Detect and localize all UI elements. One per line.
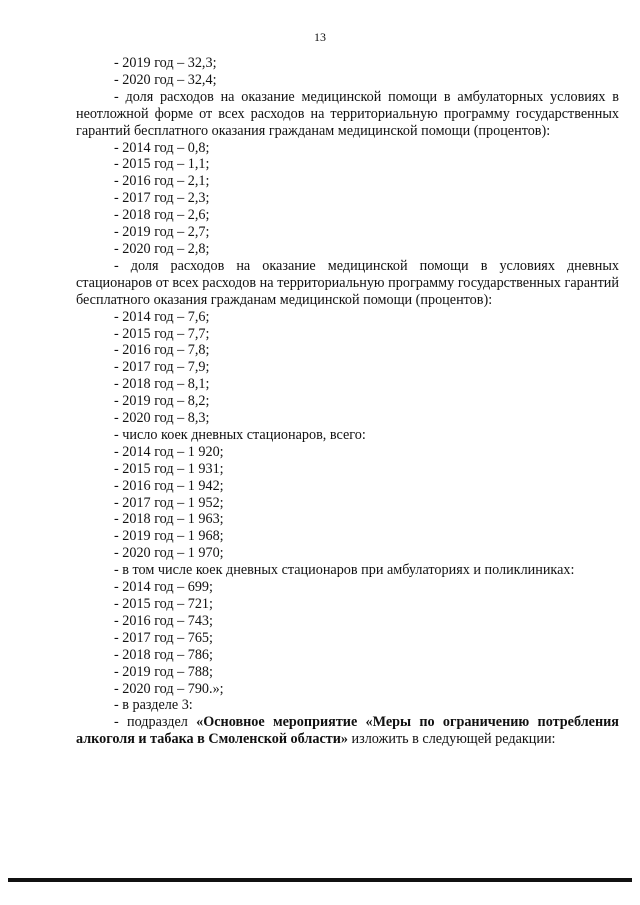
list-item: - 2015 год – 1,1; xyxy=(114,156,210,173)
list-item: - 2014 год – 0,8; xyxy=(114,139,210,156)
list-item: - число коек дневных стационаров, всего: xyxy=(114,426,366,443)
page-number: 13 xyxy=(314,30,326,44)
paragraph-subsection-edit xyxy=(76,714,619,748)
list-item: - 2015 год – 721; xyxy=(114,596,213,612)
list-item: - 2019 год – 1 968; xyxy=(114,528,224,545)
list-item: - 2018 год – 786; xyxy=(114,646,213,663)
list-item: - 2017 год – 2,3; xyxy=(114,190,210,207)
list-item: - 2020 год – 2,8; xyxy=(114,240,210,257)
paragraph-day-hospital-share: - доля расходов на оказание медицинской помощи в условиях дневных стационаров от всех расходов на территориальную программу государственных гарантий бесплатного оказания гражданам медицинской помощи (процентов): xyxy=(76,257,619,308)
list-item: - 2016 год – 2,1; xyxy=(114,173,210,190)
list-item: - 2014 год – 699; xyxy=(114,579,213,596)
list-item: - 2019 год – 2,7; xyxy=(114,224,210,241)
list-item: - 2015 год – 1 931; xyxy=(114,460,224,477)
list-item: - 2020 год – 8,3; xyxy=(114,410,210,427)
paragraph-ambulatory-share: - доля расходов на оказание медицинской помощи в амбулаторных условиях в неотложной форме от всех расходов на территориальную программу государственных гарантий бесплатного оказания гражданам медицинской помощи (процентов): xyxy=(76,88,619,139)
list-item: - 2020 год – 1 970; xyxy=(114,545,224,562)
list-item: - 2016 год – 1 942; xyxy=(114,477,224,494)
bottom-rule xyxy=(8,878,632,882)
subsection-suffix: изложить в следующей редакции: xyxy=(347,731,556,748)
list-item: - 2016 год – 743; xyxy=(114,612,213,629)
list-item: - 2016 год – 7,8; xyxy=(114,342,210,359)
list-item: - 2017 год – 1 952; xyxy=(114,494,224,511)
list-item: - 2014 год – 7,6; xyxy=(114,308,210,325)
list-item: - 2017 год – 7,9; xyxy=(114,359,210,376)
list-item: - 2019 год – 32,3; xyxy=(114,55,217,71)
list-item: - в разделе 3: xyxy=(114,697,193,714)
list-item: - 2015 год – 7,7; xyxy=(114,325,210,342)
subsection-title: «Основное мероприятие «Меры по ограничению потребления алкоголя и табака в Смоленской области» xyxy=(76,714,619,748)
subsection-prefix: - подраздел xyxy=(114,714,197,731)
list-item: - 2017 год – 765; xyxy=(114,629,213,646)
list-item: - 2014 год – 1 920; xyxy=(114,443,224,460)
list-item: - 2018 год – 8,1; xyxy=(114,376,210,393)
list-item: - 2020 год – 790.»; xyxy=(114,680,224,697)
list-item: - 2020 год – 32,4; xyxy=(114,71,217,88)
list-item: - 2018 год – 1 963; xyxy=(114,511,224,528)
list-item: - 2018 год – 2,6; xyxy=(114,207,210,224)
list-item: - 2019 год – 8,2; xyxy=(114,393,210,410)
list-item: - 2019 год – 788; xyxy=(114,663,213,680)
document-body xyxy=(76,55,619,748)
list-item: - в том числе коек дневных стационаров при амбулаториях и поликлиниках: xyxy=(114,562,575,579)
